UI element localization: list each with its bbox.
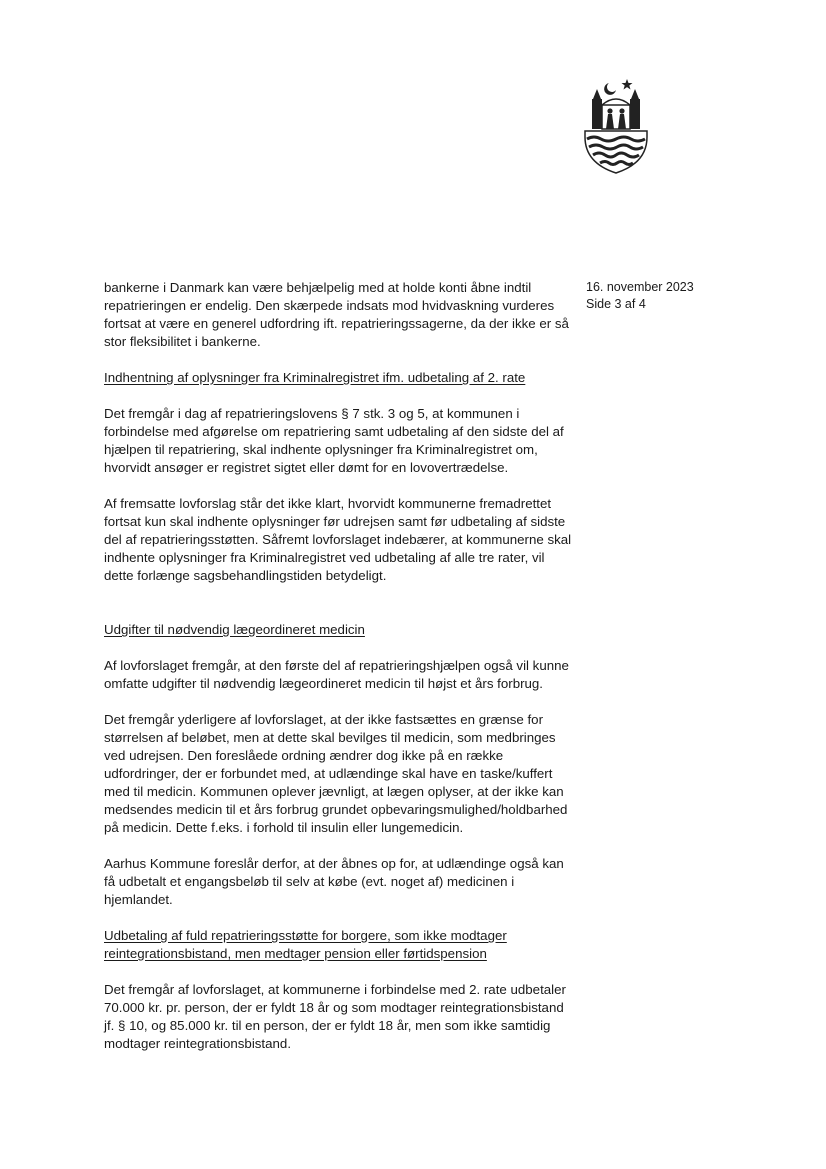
paragraph: Det fremgår yderligere af lovforslaget, at der ikke fastsættes en grænse for størrelsen af beløbet, men at dette skal bevilges til medicin, som medbringes ved udrejsen. Den foreslåede ordning ændrer dog ikke på en række udfordringer, der er forbundet med, at udlændinge skal have en taske/kuffert med til medicin. Kommunen oplever jævnligt, at lægen oplyser, at der ikke kan medsendes medicin til et års forbrug grundet opbevaringsmulighed/holdbarhed på medicin. Dette f.eks. i forhold til insulin eller lungemedicin. bbox=[104, 712, 568, 835]
aarhus-coat-of-arms-logo bbox=[583, 75, 649, 175]
document-meta bbox=[586, 279, 694, 313]
document-date: 16. november 2023 bbox=[586, 280, 694, 294]
paragraph: Af lovforslaget fremgår, at den første del af repatrieringshjælpen også vil kunne omfatte udgifter til nødvendig lægeordineret medicin til højst et års forbrug. bbox=[104, 658, 569, 691]
paragraph: Af fremsatte lovforslag står det ikke klart, hvorvidt kommunerne fremadrettet fortsat kun skal indhente oplysninger før udrejsen samt før udbetaling af sidste del af repatrieringsstøtten. Såfremt lovforslaget indebærer, at kommunerne skal indhente oplysninger fra Kriminalregistret ved udbetaling af alle tre rater, vil dette forlænge sagsbehandlingstiden betydeligt. bbox=[104, 496, 572, 583]
document-body bbox=[104, 279, 574, 1053]
paragraph: Aarhus Kommune foreslår derfor, at der åbnes op for, at udlændinge også kan få udbetalt et engangsbeløb til selv at købe (evt. noget af) medicinen i hjemlandet. bbox=[104, 856, 564, 907]
paragraph: Det fremgår af lovforslaget, at kommunerne i forbindelse med 2. rate udbetaler 70.000 kr. pr. person, der er fyldt 18 år og som modtager reintegrationsbistand jf. § 10, og 85.000 kr. til en person, der er fyldt 18 år, men som ikke samtidig modtager reintegrationsbistand. bbox=[104, 982, 566, 1051]
paragraph: Det fremgår i dag af repatrieringslovens § 7 stk. 3 og 5, at kommunen i forbindelse med afgørelse om repatriering samt udbetaling af den sidste del af hjælpen til repatriering, skal indhente oplysninger fra Kriminalregistret om, hvorvidt ansøger er registret sigtet eller dømt for en lovovertrædelse. bbox=[104, 406, 564, 475]
section-heading-kriminalregister: Indhentning af oplysninger fra Kriminalregistret ifm. udbetaling af 2. rate bbox=[104, 370, 526, 385]
page-number: Side 3 af 4 bbox=[586, 297, 646, 311]
section-heading-medicin: Udgifter til nødvendig lægeordineret medicin bbox=[104, 622, 365, 637]
section-heading-repatrieringsstoette: Udbetaling af fuld repatrieringsstøtte for borgere, som ikke modtager reintegrationsbistand, men medtager pension eller førtidspension bbox=[104, 928, 507, 961]
paragraph-continued: bankerne i Danmark kan være behjælpelig med at holde konti åbne indtil repatrieringen er endelig. Den skærpede indsats mod hvidvaskning vurderes fortsat at være en generel udfordring ift. repatrieringssagerne, da der ikke er så stor fleksibilitet i bankerne. bbox=[104, 280, 569, 349]
